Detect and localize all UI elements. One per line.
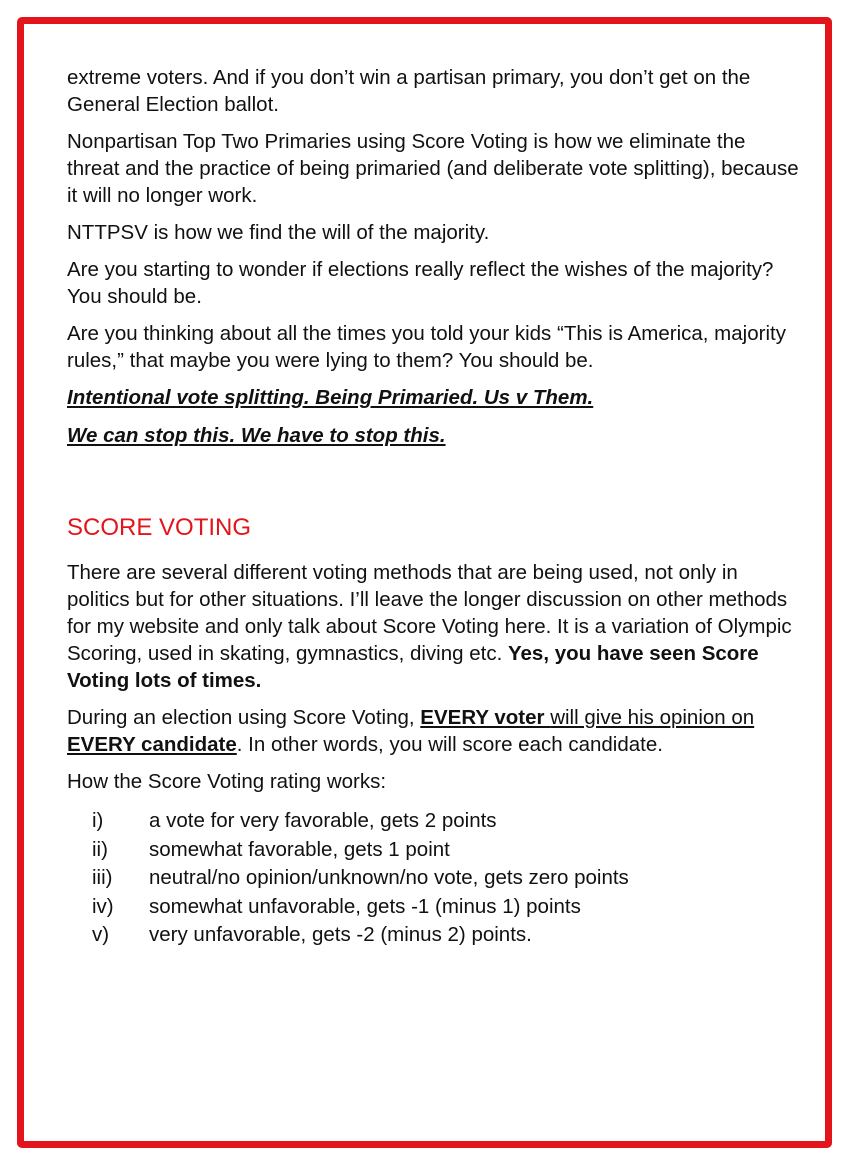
emphasis-line-vote-splitting: Intentional vote splitting. Being Primaried. Us v Them. <box>67 386 594 409</box>
rating-item <box>67 921 802 950</box>
election-suffix: . In other words, you will score each candidate. <box>236 733 663 756</box>
paragraph-primary-ballot: extreme voters. And if you don’t win a partisan primary, you don’t get on the General Election ballot. <box>67 66 751 116</box>
every-voter-text: EVERY voter <box>420 706 545 729</box>
paragraph-nttpsv: NTTPSV is how we find the will of the majority. <box>67 221 490 244</box>
opinion-text: will give his opinion on <box>550 706 755 729</box>
rating-text: somewhat favorable, gets 1 point <box>149 837 450 861</box>
rating-text: neutral/no opinion/unknown/no vote, gets zero points <box>149 866 629 889</box>
rating-numeral: iii) <box>92 866 113 889</box>
rating-numeral: i) <box>92 809 104 832</box>
rating-item <box>67 836 802 865</box>
document-body <box>67 64 802 950</box>
paragraph-rating-intro: How the Score Voting rating works: <box>67 770 387 793</box>
paragraph-majority-rules: Are you thinking about all the times you told your kids “This is America, majority rules,” that maybe you were lying to them? You should be. <box>67 322 786 372</box>
rating-numeral: iv) <box>92 894 114 918</box>
rating-numeral: ii) <box>92 837 108 861</box>
rating-list <box>67 807 802 950</box>
paragraph-nonpartisan-top-two: Nonpartisan Top Two Primaries using Score Voting is how we eliminate the threat and the practice of being primaried (and deliberate vote splitting), because it will no longer work. <box>67 130 799 207</box>
paragraph-wonder-elections: Are you starting to wonder if elections really reflect the wishes of the majority? You should be. <box>67 258 774 308</box>
intro-bold-text: Yes, you have seen Score Voting lots of times. <box>67 642 759 692</box>
rating-item <box>67 807 802 836</box>
emphasis-line-stop-this: We can stop this. We have to stop this. <box>67 424 446 447</box>
intro-text: There are several different voting methods that are being used, not only in politics but for other situations. I’ll leave the longer discussion on other methods for my website and only talk about Score Voting here. It is a variation of Olympic Scoring, used in skating, gymnastics, diving etc. <box>67 561 792 665</box>
rating-text: very unfavorable, gets -2 (minus 2) points. <box>149 923 532 946</box>
election-prefix: During an election using Score Voting, <box>67 706 415 729</box>
rating-item <box>67 893 802 922</box>
paragraph-voting-methods <box>67 559 802 694</box>
rating-text: a vote for very favorable, gets 2 points <box>149 809 497 832</box>
rating-text: somewhat unfavorable, gets -1 (minus 1) points <box>149 894 581 918</box>
every-candidate-text: EVERY candidate <box>67 733 237 756</box>
section-heading-score-voting: SCORE VOTING <box>67 514 252 541</box>
rating-numeral: v) <box>92 923 110 946</box>
rating-item <box>67 864 802 893</box>
paragraph-election-scoring <box>67 704 802 758</box>
